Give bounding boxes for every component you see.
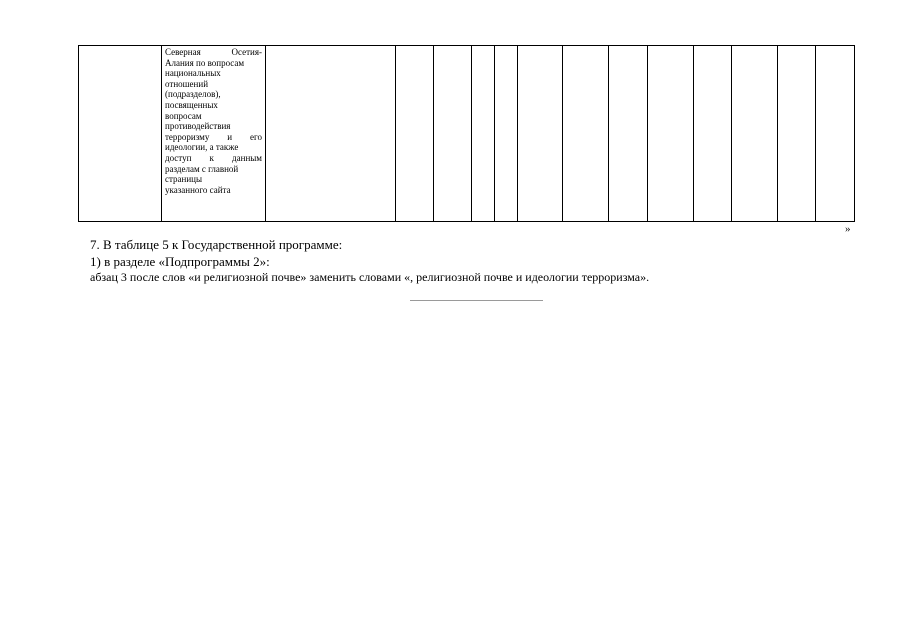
table-cell <box>816 46 855 222</box>
description-line: Алания по вопросам <box>165 57 245 68</box>
table-cell <box>434 46 472 222</box>
description-line: доступ к данным <box>165 152 262 163</box>
table-cell <box>563 46 609 222</box>
description-line: разделам с главной <box>165 163 239 174</box>
description-line: противодействия <box>165 121 231 132</box>
description-cell <box>162 46 266 222</box>
table-cell <box>518 46 563 222</box>
paragraph-item-7: 7. В таблице 5 к Государственной программе: <box>90 237 343 252</box>
program-table <box>78 45 855 222</box>
table-cell <box>778 46 816 222</box>
description-line: указанного сайта <box>165 184 231 195</box>
table-cell <box>495 46 518 222</box>
description-line: национальных <box>165 68 221 79</box>
paragraph-body: абзац 3 после слов «и религиозной почве» заменить словами «, религиозной почве и идеологии терроризма». <box>90 270 650 284</box>
description-line: (подразделов), <box>165 89 221 100</box>
table-cell <box>732 46 778 222</box>
description-line: вопросам <box>165 110 202 121</box>
separator-line <box>410 300 543 301</box>
table-row <box>79 46 855 222</box>
table-cell <box>694 46 732 222</box>
table-cell <box>648 46 694 222</box>
table-cell <box>609 46 648 222</box>
table-cell <box>79 46 162 222</box>
description-line: идеологии, а также <box>165 142 239 153</box>
paragraph-sub-1: 1) в разделе «Подпрограммы 2»: <box>90 254 270 269</box>
description-line: терроризму и его <box>165 131 262 142</box>
description-line: Северная Осетия- <box>165 47 262 57</box>
table-cell <box>266 46 396 222</box>
table-cell <box>472 46 495 222</box>
description-line: страницы <box>165 174 203 185</box>
closing-quote: » <box>845 223 851 235</box>
description-line: отношений <box>165 78 209 89</box>
table-cell <box>396 46 434 222</box>
description-line: посвященных <box>165 99 218 110</box>
